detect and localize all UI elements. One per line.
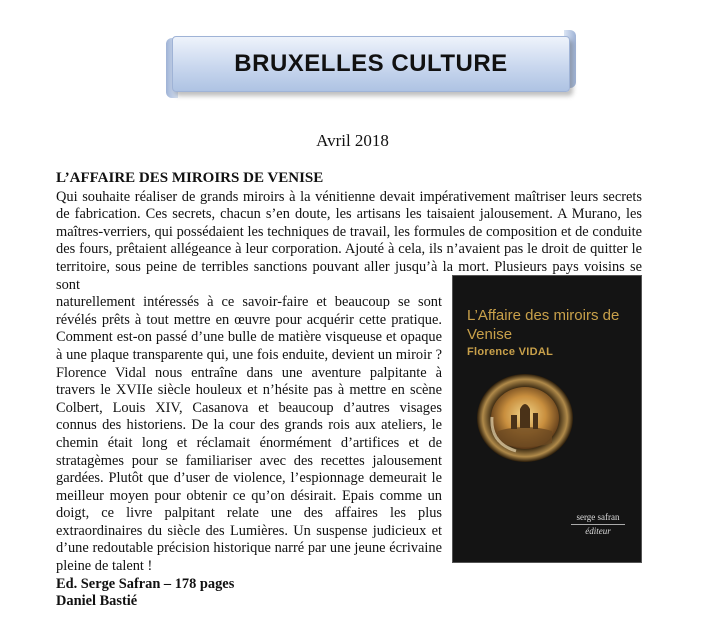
issue-date: Avril 2018 [316,131,389,150]
publication-title: BRUXELLES CULTURE [234,50,508,77]
book-cover [452,275,642,563]
book-cover-author: Florence VIDAL [467,346,554,358]
book-cover-title: L’Affaire des miroirs de Venise [467,307,620,343]
article-author: Daniel Bastié [56,593,138,610]
banner-panel [172,36,570,92]
venetian-mirror-illustration [476,373,574,463]
edition-info: Ed. Serge Safran – 178 pages [56,575,235,592]
title-banner [166,30,576,100]
article-intro: Qui souhaite réaliser de grands miroirs à la vénitienne devait impérativement maîtriser leurs secrets de fabrication. Ces secrets, chacun s’en doute, les artisans les taisaient jalousement. A Murano, les maîtres-verriers, qui possédaient les techniques de travail, les formules de composition et de conduite des fours, prêtaient allégeance à leur corporation. Ajouté à cela, ils n’avaient pas le droit de quitter le territoire, sous peine de terribles sanctions pouvant aller jusqu’à la mort. Plusieurs pays voisins se sont [56,188,642,293]
article-body: naturellement intéressés à ce savoir-faire et beaucoup se sont révélés prêts à tout mettre en œuvre pour acquérir cette pratique. Comment est-on passé d’une bulle de matière visqueuse et opaque à une plaque transparente qui, une fois enduite, devient un miroir ? Florence Vidal nous entraîne dans une aventure palpitante à travers le XVIIe siècle houleux et n’hésite pas à mettre en scène Colbert, Louis XIV, Casanova et beaucoup d’autres visages connus des historiens. De la cour des grands rois aux ateliers, le chemin était long et réclamait énormément d’artifices et de stratagèmes pour se familiariser avec des recettes jalousement gardées. Plutôt que d’user de violence, l’espionnage demeurait le meilleur moyen pour obtenir ce qu’on désirait. Epais comme un doigt, ce livre palpitant relate une des affaires les plus extraordinaires du siècle des Lumières. Un suspense judicieux et d’une redoutable précision historique narré par une jeune écrivaine pleine de talent ! [56,294,442,575]
article-title: L’AFFAIRE DES MIROIRS DE VENISE [56,170,324,186]
publisher-name: serge safran [576,512,620,522]
publisher-divider [571,524,625,525]
publisher-role: éditeur [585,526,611,536]
